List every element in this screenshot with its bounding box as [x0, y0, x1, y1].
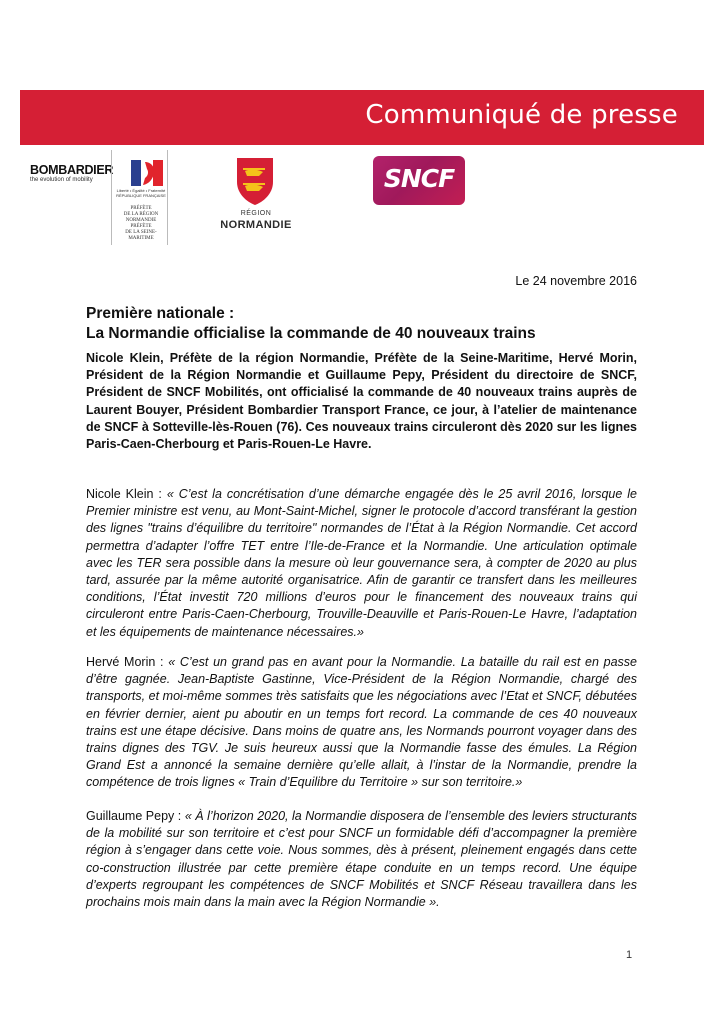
quote-text: « À l’horizon 2020, la Normandie disposera de l’ensemble des leviers structurants de la mobilité sur son territoire et c’est pour SNCF un formidable défi d’accompagner la première région à s’engager dans cette voie. Nous sommes, dès à présent, pleinement engagés dans cette co-construction illustrée par cette première étape conduite en un temps record. Une équipe d’experts regroupant les compétences de SNCF Mobilités et SNCF Réseau travaillera dans les prochains mois main dans la main avec la Région Normandie ».	[86, 809, 637, 910]
release-date: Le 24 novembre 2016	[515, 274, 637, 288]
headline-line-1: Première nationale :	[86, 305, 235, 322]
region-name: NORMANDIE	[220, 219, 292, 231]
partner-logos	[0, 150, 724, 250]
quote-paragraph-klein	[86, 486, 637, 641]
prefecture-logo	[111, 150, 168, 245]
prefecture-line: PRÉFÈTE	[130, 224, 152, 229]
headline-line-2: La Normandie officialise la commande de 40 nouveaux trains	[86, 325, 536, 342]
sncf-logo	[373, 156, 465, 205]
prefecture-line: DE LA SEINE-MARITIME	[125, 230, 157, 241]
prefecture-line: DE LA RÉGION	[123, 212, 159, 217]
prefecture-line: PRÉFÈTE	[130, 206, 152, 211]
headline	[86, 304, 646, 344]
speaker-name: Nicole Klein :	[86, 487, 167, 501]
prefecture-text	[114, 206, 168, 242]
quote-text: « C’est la concrétisation d’une démarche engagée dès le 25 avril 2016, lorsque le Premier ministre est venu, au Mont-Saint-Michel, signer le protocole d’accord transférant la gestion des lignes "trains d’équilibre du territoire" normandes de l’État à la Région Normandie. Cet accord permettra d’adapter l’offre TET entre l’Ile-de-France et la Normandie. Une articulation optimale avec les TER sera possible dans la mesure où leur gouvernance sera, à compter de 2020 au plus tard, assurée par la même autorité organisatrice. Afin de garantir ce transfert dans les meilleures conditions, l’État investit 720 millions d’euros pour le financement des nouveaux trains qui circuleront entre Paris-Caen-Cherbourg, Trouville-Deauville et Paris-Rouen-Le Havre, l’adaptation et les équipements de maintenance nécessaires.»	[86, 487, 637, 639]
region-normandie-logo	[208, 156, 308, 246]
lead-paragraph: Nicole Klein, Préfète de la région Normandie, Préfète de la Seine-Maritime, Hervé Morin, Président de la Région Normandie et Guillaume Pepy, Président du directoire de SNCF, Président de SNCF Mobilités, ont officialisé la commande de 40 nouveaux trains auprès de Laurent Bouyer, Président Bombardier Transport France, ce jour, à l’atelier de maintenance de SNCF à Sotteville-lès-Rouen (76). Ces nouveaux trains circuleront dès 2020 sur les lignes Paris-Caen-Cherbourg et Paris-Rouen-Le Havre.	[86, 351, 637, 452]
sncf-logo-text: SNCF	[383, 164, 455, 193]
banner-title: Communiqué de presse	[365, 100, 678, 130]
speaker-name: Guillaume Pepy :	[86, 809, 185, 823]
prefecture-line: NORMANDIE	[125, 218, 157, 223]
bombardier-tagline: the evolution of mobility	[30, 177, 93, 183]
quote-paragraph-morin	[86, 654, 637, 792]
press-release-banner	[20, 90, 704, 145]
normandy-shield-icon	[235, 156, 275, 206]
page-number: 1	[626, 949, 633, 961]
marianne-icon	[131, 158, 163, 188]
speaker-name: Hervé Morin :	[86, 655, 169, 669]
quote-paragraph-pepy	[86, 808, 637, 911]
republic-text: Liberté • Égalité • Fraternité RÉPUBLIQUE FRANÇAISE	[116, 188, 166, 198]
bombardier-name: BOMBARDIER	[30, 163, 114, 177]
bombardier-logo	[30, 164, 120, 184]
quote-text: « C’est un grand pas en avant pour la Normandie. La bataille du rail est en passe d’être gagnée. Jean-Baptiste Gastinne, Vice-Président de la Région Normandie, chargé des transports, et moi-même sommes très satisfaits que les négociations avec l’Etat et SNCF, débutées en février dernier, aient pu aboutir en un temps fort record. La commande de ces 40 nouveaux trains est une étape décisive. Dans moins de quatre ans, les Normands pourront voyager dans des trains dignes des TGV. Je suis heureux aussi que la Normandie fasse des émules. La Région Grand Est a annoncé la semaine dernière qu’elle allait, à l’instar de la Normandie, prendre la compétence de trois lignes « Train d’Equilibre du Territoire » sur son territoire.»	[86, 655, 638, 790]
region-label: RÉGION	[240, 210, 272, 217]
